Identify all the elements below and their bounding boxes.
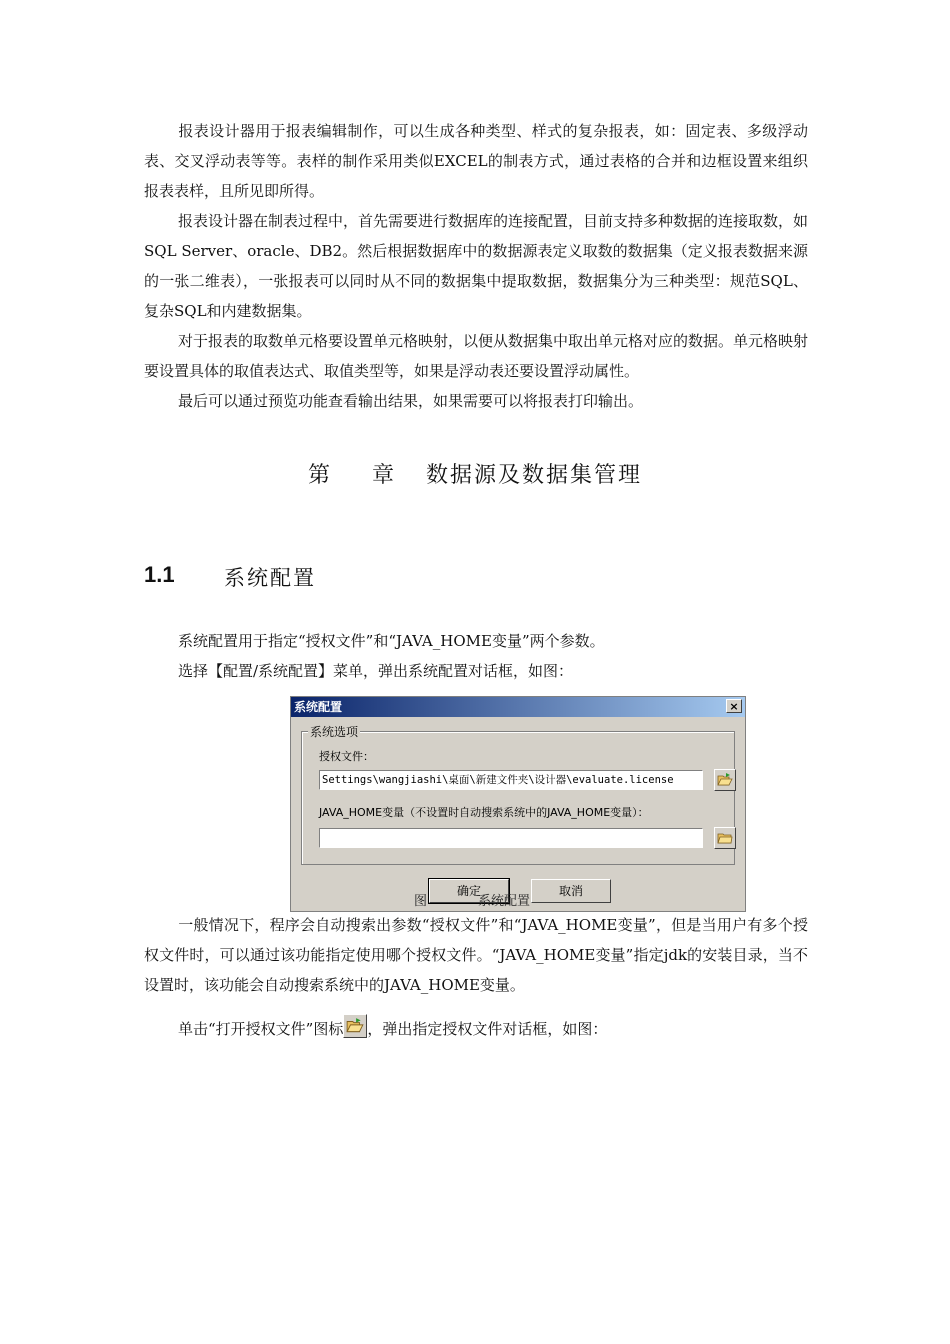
intro-paragraph-4: 最后可以通过预览功能查看输出结果，如果需要可以将报表打印输出。 [178,392,644,410]
java-home-input[interactable] [319,828,703,848]
ok-button[interactable]: 确定 [429,879,509,903]
open-folder-icon [717,772,733,788]
section-paragraph-2: 选择【配置/系统配置】菜单，弹出系统配置对话框，如图： [178,662,574,680]
java-home-label: JAVA_HOME变量（不设置时自动搜索系统中的JAVA_HOME变量）： [319,806,649,819]
section-number: 1.1 [144,562,175,587]
open-license-icon-inline [343,1014,367,1038]
folder-icon [717,830,733,846]
section-paragraph-1: 系统配置用于指定“授权文件”和“JAVA_HOME变量”两个参数。 [178,632,605,650]
open-folder-icon [346,1017,364,1035]
intro-paragraph-3: 对于报表的取数单元格要设置单元格映射，以便从数据集中取出单元格对应的数据。单元格映射要设置具体的取值表达式、取值类型等，如果是浮动表还要设置浮动属性。 [144,332,809,380]
license-label: 授权文件： [319,750,374,763]
open-license-button[interactable] [714,769,736,791]
after-paragraph-1: 一般情况下，程序会自动搜索出参数“授权文件”和“JAVA_HOME变量”，但是当用户有多个授权文件时，可以通过该功能指定使用哪个授权文件。“JAVA_HOME变量”指定jdk的安装目录，当不设置时，该功能会自动搜索系统中的JAVA_HOME变量。 [144,916,808,994]
chapter-heading: 第 章 数据源及数据集管理 [307,463,643,488]
system-options-group [301,725,735,865]
dialog-titlebar [291,697,745,717]
system-config-dialog [290,696,746,912]
intro-paragraph-2: 报表设计器在制表过程中，首先需要进行数据库的连接配置，目前支持多种数据的连接取数，如SQL Server、oracle、DB2。然后根据数据库中的数据源表定义取数的数据集（定义报表数据来源的一张二维表），一张报表可以同时从不同的数据集中提取数据，数据集分为三种类型：规范SQL、复杂SQL和内建数据集。 [144,212,809,320]
last-line: 单击“打开授权文件”图标 ，弹出指定授权文件对话框，如图： [144,1014,808,1044]
license-file-input[interactable]: Settings\wangjiashi\桌面\新建文件夹\设计器\evaluate.license [319,770,703,790]
open-java-home-button[interactable] [714,827,736,849]
intro-paragraph-1: 报表设计器用于报表编辑制作，可以生成各种类型、样式的复杂报表，如：固定表、多级浮动表、交叉浮动表等等。表样的制作采用类似EXCEL的制表方式，通过表格的合并和边框设置来组织报表表样，且所见即所得。 [144,122,808,200]
figure-caption-text: 系统配置 [478,894,531,909]
section-title: 系统配置 [224,566,316,590]
figure-caption-prefix: 图 [414,894,428,909]
cancel-button[interactable]: 取消 [531,879,611,903]
dialog-title: 系统配置 [294,700,343,714]
group-label: 系统选项 [310,725,359,739]
close-button[interactable]: × [726,699,742,713]
